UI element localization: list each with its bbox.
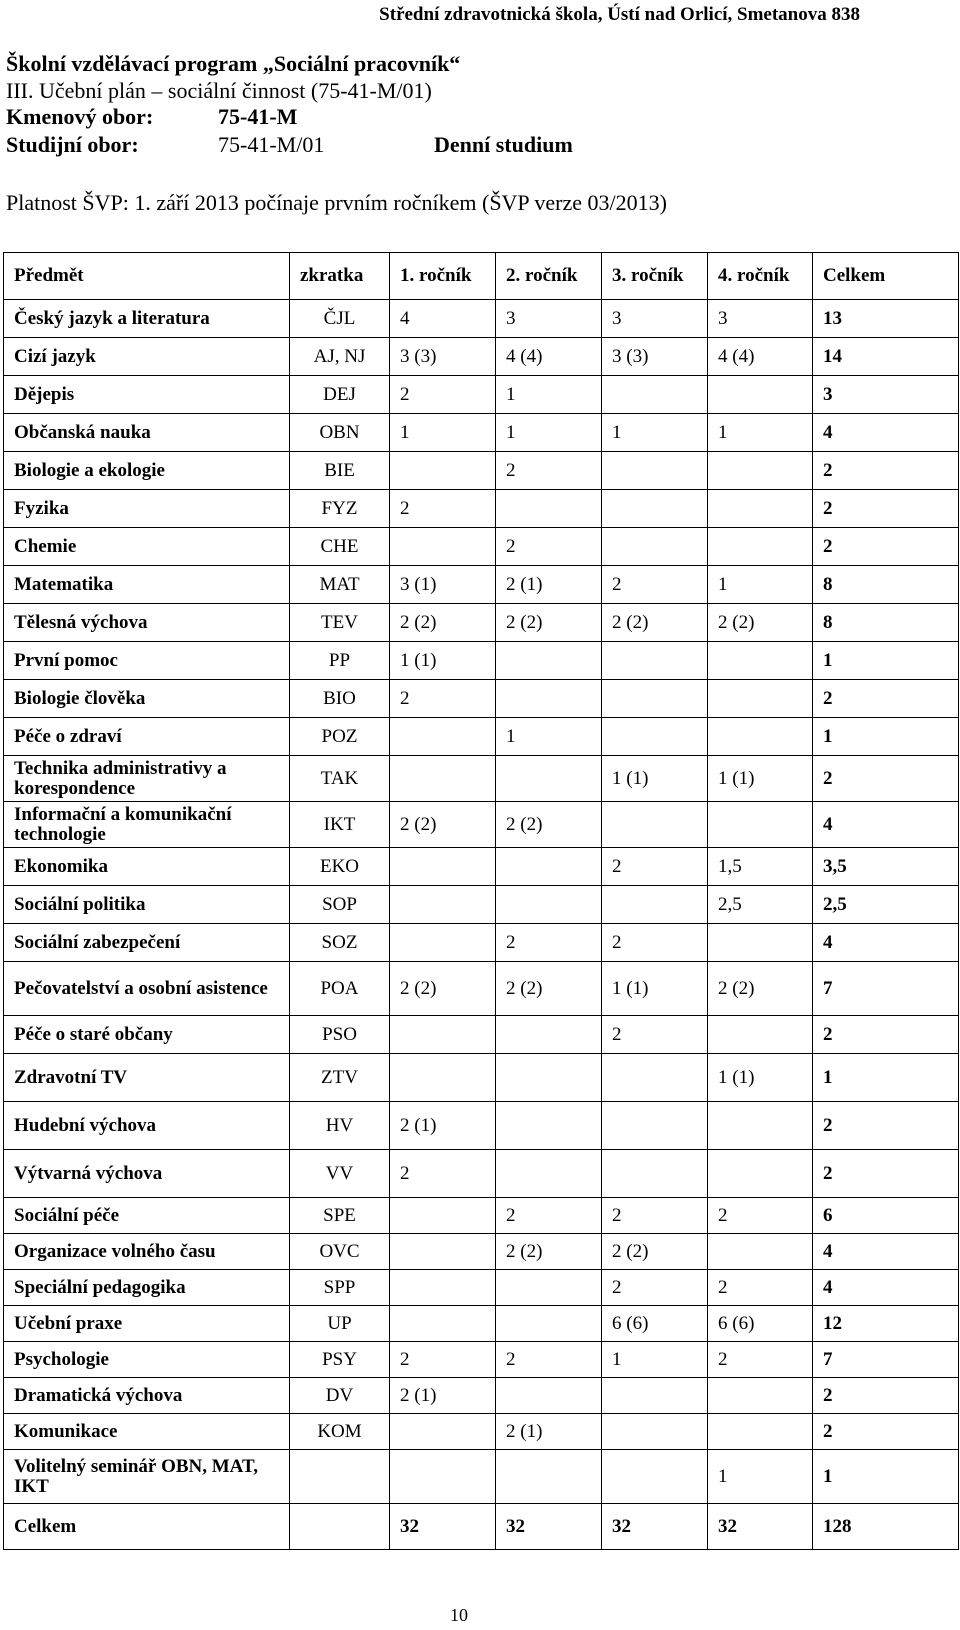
- cell-year-4: [708, 642, 813, 680]
- cell-year-2: [496, 1306, 602, 1342]
- cell-year-3: [602, 1150, 708, 1198]
- cell-year-1: [390, 1414, 496, 1450]
- cell-year-4: [708, 802, 813, 848]
- cell-year-2: [496, 848, 602, 886]
- cell-year-3: 32: [602, 1504, 708, 1550]
- cell-year-2: 2: [496, 1342, 602, 1378]
- cell-year-3: [602, 452, 708, 490]
- cell-abbr: TEV: [290, 604, 390, 642]
- cell-abbr: IKT: [290, 802, 390, 848]
- obor-label: Studijní obor:: [6, 132, 139, 157]
- cell-year-2: 2 (2): [496, 802, 602, 848]
- cell-year-1: 4: [390, 300, 496, 338]
- cell-total: 3,5: [813, 848, 959, 886]
- cell-year-4: 3: [708, 300, 813, 338]
- cell-total: 14: [813, 338, 959, 376]
- table-row: [4, 566, 959, 604]
- cell-year-1: 1: [390, 414, 496, 452]
- cell-abbr: EKO: [290, 848, 390, 886]
- cell-year-2: [496, 1270, 602, 1306]
- cell-year-2: 2 (2): [496, 604, 602, 642]
- cell-year-1: [390, 924, 496, 962]
- cell-year-2: [496, 680, 602, 718]
- cell-year-4: [708, 376, 813, 414]
- cell-subject: Dějepis: [4, 376, 290, 414]
- cell-subject: Psychologie: [4, 1342, 290, 1378]
- cell-subject: Péče o staré občany: [4, 1016, 290, 1054]
- cell-year-1: 1 (1): [390, 642, 496, 680]
- cell-year-1: [390, 1054, 496, 1102]
- cell-year-3: 2: [602, 1198, 708, 1234]
- cell-year-4: 2,5: [708, 886, 813, 924]
- table-header-row: [4, 253, 959, 300]
- cell-year-4: [708, 1234, 813, 1270]
- cell-year-1: 32: [390, 1504, 496, 1550]
- table-row: [4, 1102, 959, 1150]
- cell-abbr: VV: [290, 1150, 390, 1198]
- cell-year-3: [602, 680, 708, 718]
- cell-abbr: KOM: [290, 1414, 390, 1450]
- cell-year-2: [496, 1102, 602, 1150]
- kmen-value: 75-41-M: [218, 104, 298, 129]
- cell-year-1: [390, 452, 496, 490]
- cell-year-2: [496, 1450, 602, 1504]
- cell-year-4: 1: [708, 1450, 813, 1504]
- cell-year-3: [602, 1054, 708, 1102]
- table-row: [4, 1054, 959, 1102]
- cell-abbr: POA: [290, 962, 390, 1016]
- cell-year-2: [496, 1054, 602, 1102]
- obor-value: 75-41-M/01: [218, 132, 325, 157]
- cell-subject: Sociální péče: [4, 1198, 290, 1234]
- cell-year-4: 2 (2): [708, 604, 813, 642]
- cell-subject: Fyzika: [4, 490, 290, 528]
- cell-subject: Občanská nauka: [4, 414, 290, 452]
- cell-total: 4: [813, 1234, 959, 1270]
- study-form: Denní studium: [434, 132, 573, 157]
- cell-year-4: [708, 1016, 813, 1054]
- table-row: [4, 1504, 959, 1550]
- cell-subject: Péče o zdraví: [4, 718, 290, 756]
- cell-abbr: TAK: [290, 756, 390, 802]
- cell-total: 2: [813, 1150, 959, 1198]
- header-year-1: 1. ročník: [390, 253, 496, 300]
- cell-year-2: [496, 642, 602, 680]
- cell-total: 13: [813, 300, 959, 338]
- cell-year-3: 1: [602, 414, 708, 452]
- cell-year-2: 2: [496, 1198, 602, 1234]
- cell-year-2: 2: [496, 924, 602, 962]
- cell-year-4: [708, 490, 813, 528]
- cell-subject: Pečovatelství a osobní asistence: [4, 962, 290, 1016]
- table-row: [4, 848, 959, 886]
- cell-total: 1: [813, 1054, 959, 1102]
- table-row: [4, 528, 959, 566]
- cell-abbr: AJ, NJ: [290, 338, 390, 376]
- cell-year-2: [496, 1016, 602, 1054]
- cell-subject: První pomoc: [4, 642, 290, 680]
- cell-year-1: [390, 848, 496, 886]
- cell-total: 1: [813, 718, 959, 756]
- table-row: [4, 1450, 959, 1504]
- header-subject: Předmět: [4, 253, 290, 300]
- cell-year-4: [708, 924, 813, 962]
- cell-subject: Matematika: [4, 566, 290, 604]
- table-body: [4, 300, 959, 1550]
- cell-subject: Organizace volného času: [4, 1234, 290, 1270]
- table-row: [4, 1270, 959, 1306]
- cell-abbr: DEJ: [290, 376, 390, 414]
- cell-year-1: 2: [390, 1150, 496, 1198]
- page-header: Střední zdravotnická škola, Ústí nad Orlicí, Smetanova 838: [379, 4, 860, 25]
- curriculum-table: [3, 252, 959, 1550]
- header-year-2: 2. ročník: [496, 253, 602, 300]
- cell-subject: Sociální politika: [4, 886, 290, 924]
- cell-abbr: FYZ: [290, 490, 390, 528]
- cell-total: 8: [813, 604, 959, 642]
- cell-year-1: 2 (1): [390, 1378, 496, 1414]
- cell-year-2: [496, 886, 602, 924]
- cell-abbr: MAT: [290, 566, 390, 604]
- cell-year-4: 1,5: [708, 848, 813, 886]
- cell-abbr: BIO: [290, 680, 390, 718]
- cell-year-4: 2: [708, 1342, 813, 1378]
- cell-total: 4: [813, 924, 959, 962]
- cell-year-4: 6 (6): [708, 1306, 813, 1342]
- cell-subject: Ekonomika: [4, 848, 290, 886]
- cell-year-4: 4 (4): [708, 338, 813, 376]
- cell-abbr: OBN: [290, 414, 390, 452]
- cell-year-1: [390, 756, 496, 802]
- cell-year-2: 4 (4): [496, 338, 602, 376]
- table-row: [4, 1342, 959, 1378]
- cell-year-2: 1: [496, 376, 602, 414]
- cell-year-4: 2: [708, 1198, 813, 1234]
- cell-year-2: 1: [496, 414, 602, 452]
- cell-year-1: 2: [390, 680, 496, 718]
- cell-abbr: OVC: [290, 1234, 390, 1270]
- validity: Platnost ŠVP: 1. září 2013 počínaje prvním ročníkem (ŠVP verze 03/2013): [6, 190, 667, 215]
- table-row: [4, 376, 959, 414]
- cell-subject: Zdravotní TV: [4, 1054, 290, 1102]
- cell-year-1: [390, 1270, 496, 1306]
- cell-year-1: 3 (1): [390, 566, 496, 604]
- table-row: [4, 680, 959, 718]
- cell-total: 6: [813, 1198, 959, 1234]
- cell-year-3: 2: [602, 1016, 708, 1054]
- cell-year-2: [496, 490, 602, 528]
- cell-year-1: 2: [390, 376, 496, 414]
- cell-total: 2,5: [813, 886, 959, 924]
- cell-total: 2: [813, 528, 959, 566]
- cell-year-4: 32: [708, 1504, 813, 1550]
- cell-subject: Dramatická výchova: [4, 1378, 290, 1414]
- cell-subject: Výtvarná výchova: [4, 1150, 290, 1198]
- cell-year-4: 1: [708, 566, 813, 604]
- table-row: [4, 490, 959, 528]
- cell-year-3: [602, 376, 708, 414]
- cell-subject: Biologie člověka: [4, 680, 290, 718]
- cell-total: 128: [813, 1504, 959, 1550]
- cell-year-4: [708, 718, 813, 756]
- cell-year-3: [602, 490, 708, 528]
- cell-abbr: SOZ: [290, 924, 390, 962]
- cell-abbr: PSY: [290, 1342, 390, 1378]
- cell-year-3: 2: [602, 1270, 708, 1306]
- cell-subject: Speciální pedagogika: [4, 1270, 290, 1306]
- table-row: [4, 1234, 959, 1270]
- cell-year-4: [708, 1150, 813, 1198]
- table-row: [4, 338, 959, 376]
- cell-subject: Cizí jazyk: [4, 338, 290, 376]
- cell-abbr: [290, 1450, 390, 1504]
- cell-year-2: 2 (1): [496, 566, 602, 604]
- cell-total: 1: [813, 1450, 959, 1504]
- program-intro: [6, 50, 460, 104]
- table-row: [4, 924, 959, 962]
- table-row: [4, 756, 959, 802]
- cell-subject: Učební praxe: [4, 1306, 290, 1342]
- cell-total: 7: [813, 962, 959, 1016]
- header-abbr: zkratka: [290, 253, 390, 300]
- cell-year-1: 2 (1): [390, 1102, 496, 1150]
- cell-year-1: [390, 1450, 496, 1504]
- cell-year-1: [390, 1306, 496, 1342]
- cell-year-3: 2: [602, 566, 708, 604]
- cell-year-1: [390, 718, 496, 756]
- cell-year-3: 3 (3): [602, 338, 708, 376]
- cell-total: 2: [813, 490, 959, 528]
- cell-total: 4: [813, 1270, 959, 1306]
- cell-year-1: [390, 886, 496, 924]
- program-title: Školní vzdělávací program „Sociální pracovník“: [6, 51, 461, 76]
- cell-abbr: CHE: [290, 528, 390, 566]
- table-row: [4, 300, 959, 338]
- cell-abbr: PSO: [290, 1016, 390, 1054]
- cell-year-3: 1 (1): [602, 756, 708, 802]
- cell-abbr: DV: [290, 1378, 390, 1414]
- cell-total: 2: [813, 1102, 959, 1150]
- cell-year-1: 2 (2): [390, 802, 496, 848]
- table-row: [4, 1414, 959, 1450]
- cell-abbr: PP: [290, 642, 390, 680]
- cell-abbr: ČJL: [290, 300, 390, 338]
- cell-year-3: [602, 718, 708, 756]
- cell-year-4: [708, 1102, 813, 1150]
- cell-subject: Hudební výchova: [4, 1102, 290, 1150]
- cell-year-4: [708, 680, 813, 718]
- cell-year-1: 2 (2): [390, 962, 496, 1016]
- cell-year-3: 2 (2): [602, 604, 708, 642]
- cell-year-4: [708, 452, 813, 490]
- cell-total: 2: [813, 756, 959, 802]
- cell-year-3: [602, 1414, 708, 1450]
- cell-subject: Chemie: [4, 528, 290, 566]
- cell-total: 8: [813, 566, 959, 604]
- cell-year-3: 2: [602, 924, 708, 962]
- cell-year-1: [390, 1198, 496, 1234]
- cell-year-3: [602, 1102, 708, 1150]
- plan-title: III. Učební plán – sociální činnost (75-41-M/01): [6, 78, 432, 103]
- header-total: Celkem: [813, 253, 959, 300]
- table-row: [4, 1016, 959, 1054]
- cell-subject: Volitelný seminář OBN, MAT, IKT: [4, 1450, 290, 1504]
- cell-total: 12: [813, 1306, 959, 1342]
- cell-year-2: 32: [496, 1504, 602, 1550]
- cell-year-2: 1: [496, 718, 602, 756]
- cell-year-3: 3: [602, 300, 708, 338]
- cell-year-3: [602, 1450, 708, 1504]
- cell-year-4: 1: [708, 414, 813, 452]
- cell-year-3: [602, 528, 708, 566]
- cell-abbr: SOP: [290, 886, 390, 924]
- cell-subject: Celkem: [4, 1504, 290, 1550]
- table-row: [4, 718, 959, 756]
- cell-total: 2: [813, 452, 959, 490]
- table-row: [4, 1378, 959, 1414]
- table-row: [4, 886, 959, 924]
- header-year-3: 3. ročník: [602, 253, 708, 300]
- cell-subject: Sociální zabezpečení: [4, 924, 290, 962]
- cell-abbr: SPE: [290, 1198, 390, 1234]
- cell-subject: Komunikace: [4, 1414, 290, 1450]
- cell-year-3: 6 (6): [602, 1306, 708, 1342]
- cell-abbr: POZ: [290, 718, 390, 756]
- cell-year-3: [602, 802, 708, 848]
- cell-year-4: 2: [708, 1270, 813, 1306]
- cell-total: 2: [813, 680, 959, 718]
- cell-year-2: [496, 1378, 602, 1414]
- cell-year-2: 2 (1): [496, 1414, 602, 1450]
- header-year-4: 4. ročník: [708, 253, 813, 300]
- table-row: [4, 1198, 959, 1234]
- cell-year-3: 1: [602, 1342, 708, 1378]
- cell-total: 2: [813, 1378, 959, 1414]
- cell-subject: Biologie a ekologie: [4, 452, 290, 490]
- cell-year-1: 3 (3): [390, 338, 496, 376]
- cell-year-2: 2: [496, 528, 602, 566]
- table-row: [4, 1306, 959, 1342]
- cell-abbr: ZTV: [290, 1054, 390, 1102]
- cell-total: 2: [813, 1016, 959, 1054]
- cell-total: 2: [813, 1414, 959, 1450]
- cell-year-3: 2: [602, 848, 708, 886]
- cell-year-4: 1 (1): [708, 1054, 813, 1102]
- cell-year-4: 1 (1): [708, 756, 813, 802]
- cell-year-1: [390, 528, 496, 566]
- cell-year-1: [390, 1016, 496, 1054]
- kmen-label: Kmenový obor:: [6, 104, 154, 129]
- cell-subject: Informační a komunikační technologie: [4, 802, 290, 848]
- cell-year-4: [708, 1414, 813, 1450]
- cell-subject: Technika administrativy a korespondence: [4, 756, 290, 802]
- cell-year-4: [708, 1378, 813, 1414]
- cell-year-2: 3: [496, 300, 602, 338]
- cell-year-3: 1 (1): [602, 962, 708, 1016]
- table-row: [4, 802, 959, 848]
- table-row: [4, 414, 959, 452]
- cell-year-1: 2 (2): [390, 604, 496, 642]
- cell-total: 7: [813, 1342, 959, 1378]
- cell-abbr: UP: [290, 1306, 390, 1342]
- cell-total: 3: [813, 376, 959, 414]
- table-row: [4, 452, 959, 490]
- cell-subject: Tělesná výchova: [4, 604, 290, 642]
- cell-year-2: 2 (2): [496, 962, 602, 1016]
- cell-year-1: [390, 1234, 496, 1270]
- page-number: 10: [450, 1605, 468, 1625]
- cell-year-2: 2: [496, 452, 602, 490]
- cell-abbr: BIE: [290, 452, 390, 490]
- cell-total: 4: [813, 802, 959, 848]
- table-row: [4, 604, 959, 642]
- cell-year-2: [496, 1150, 602, 1198]
- cell-year-1: 2: [390, 490, 496, 528]
- cell-abbr: [290, 1504, 390, 1550]
- cell-total: 1: [813, 642, 959, 680]
- cell-year-3: [602, 642, 708, 680]
- cell-abbr: SPP: [290, 1270, 390, 1306]
- cell-total: 4: [813, 414, 959, 452]
- table-row: [4, 962, 959, 1016]
- table-row: [4, 1150, 959, 1198]
- cell-year-3: 2 (2): [602, 1234, 708, 1270]
- cell-year-3: [602, 1378, 708, 1414]
- cell-year-3: [602, 886, 708, 924]
- cell-abbr: HV: [290, 1102, 390, 1150]
- cell-year-2: [496, 756, 602, 802]
- cell-year-4: [708, 528, 813, 566]
- cell-year-1: 2: [390, 1342, 496, 1378]
- table-row: [4, 642, 959, 680]
- cell-year-4: 2 (2): [708, 962, 813, 1016]
- cell-subject: Český jazyk a literatura: [4, 300, 290, 338]
- cell-year-2: 2 (2): [496, 1234, 602, 1270]
